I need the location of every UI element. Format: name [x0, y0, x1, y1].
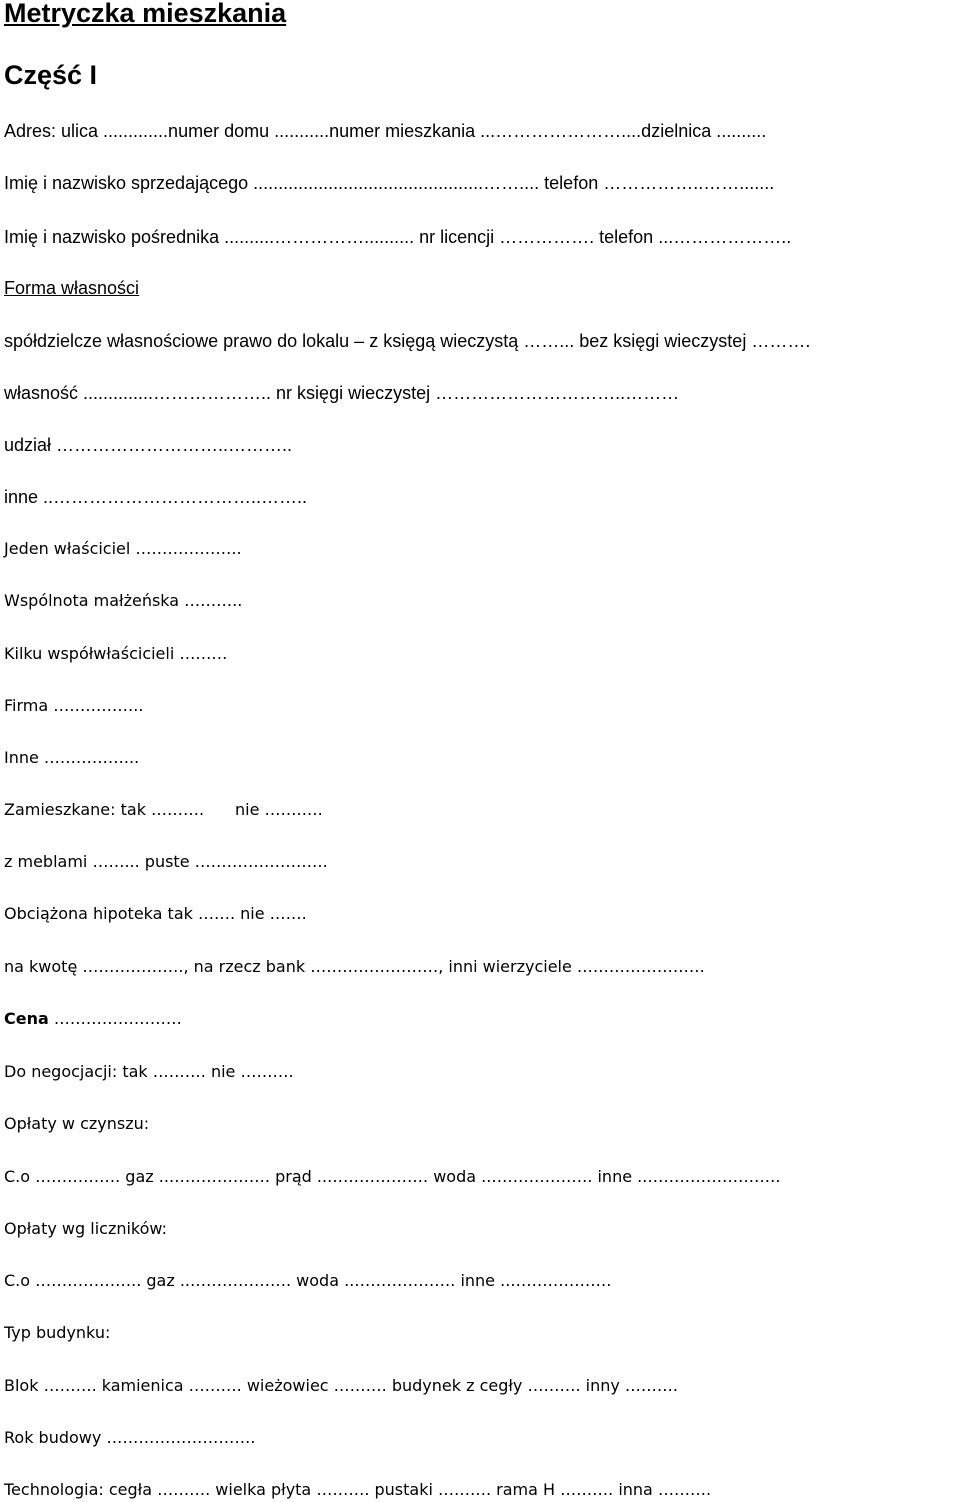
mortgage-line: Obciążona hipoteka tak ……. nie ……. — [4, 904, 307, 923]
company-line: Firma …………….. — [4, 696, 144, 715]
meter-fees-values: C.o ……………….. gaz ..………………. woda ..………………. inne ..………………. — [4, 1271, 612, 1290]
rent-fees-values: C.o ……………. gaz ..………………. prąd ..………………. woda ..………………. inne ..……………………. — [4, 1167, 781, 1186]
technology-line: Technologia: cegła ………. wielka płyta ………. pustaki ………. rama H ………. inna ………. — [4, 1480, 712, 1499]
other-line: inne ..……………………………..…….. — [4, 487, 308, 507]
negotiable-line: Do negocjacji: tak ………. nie ………. — [4, 1062, 294, 1081]
amount-line: na kwotę ………………., na rzecz bank ……………………, inni wierzyciele …………………… — [4, 957, 705, 976]
cooperative-right-line: spółdzielcze własnościowe prawo do lokalu – z księgą wieczystą ……... bez księgi wieczystej ………. — [4, 331, 811, 351]
agent-line: Imię i nazwisko pośrednika ..........…………….......... nr licencji ……………. telefon ...……………….. — [4, 227, 792, 247]
building-type-heading: Typ budynku: — [4, 1323, 111, 1342]
ownership-line: własność ..............……………….. nr księgi wieczystej …………………………..……… — [4, 383, 680, 403]
price-dots: …………………… — [48, 1009, 182, 1028]
furnished-line: z meblami ……... puste ……………………. — [4, 852, 328, 871]
section-heading: Część I — [4, 60, 98, 90]
occupied-yes: Zamieszkane: tak ………. — [4, 800, 205, 819]
single-owner-line: Jeden właściciel ……………….. — [4, 539, 242, 558]
seller-line: Imię i nazwisko sprzedającego ..............................................…….... telefon ……………..……....... — [4, 173, 775, 193]
co-owners-line: Kilku współwłaścicieli ……… — [4, 644, 228, 663]
other-owner-line: Inne ……………... — [4, 748, 140, 767]
build-year-line: Rok budowy ………………………. — [4, 1428, 256, 1447]
price-line — [4, 1008, 182, 1030]
meter-fees-heading: Opłaty wg liczników: — [4, 1219, 168, 1238]
marital-community-line: Wspólnota małżeńska ……….. — [4, 591, 243, 610]
occupied-no: nie …….…. — [235, 800, 323, 819]
rent-fees-heading: Opłaty w czynszu: — [4, 1114, 150, 1133]
share-line: udział ………………………..……….. — [4, 435, 293, 455]
document-title: Metryczka mieszkania — [4, 0, 287, 28]
ownership-heading: Forma własności — [4, 278, 140, 298]
price-label: Cena — [4, 1009, 49, 1028]
building-type-values: Blok ………. kamienica ………. wieżowiec ………. budynek z cegły ………. inny ………. — [4, 1376, 679, 1395]
address-line: Adres: ulica .............numer domu ...........numer mieszkania ...…………………....dzielnica .......... — [4, 121, 767, 141]
